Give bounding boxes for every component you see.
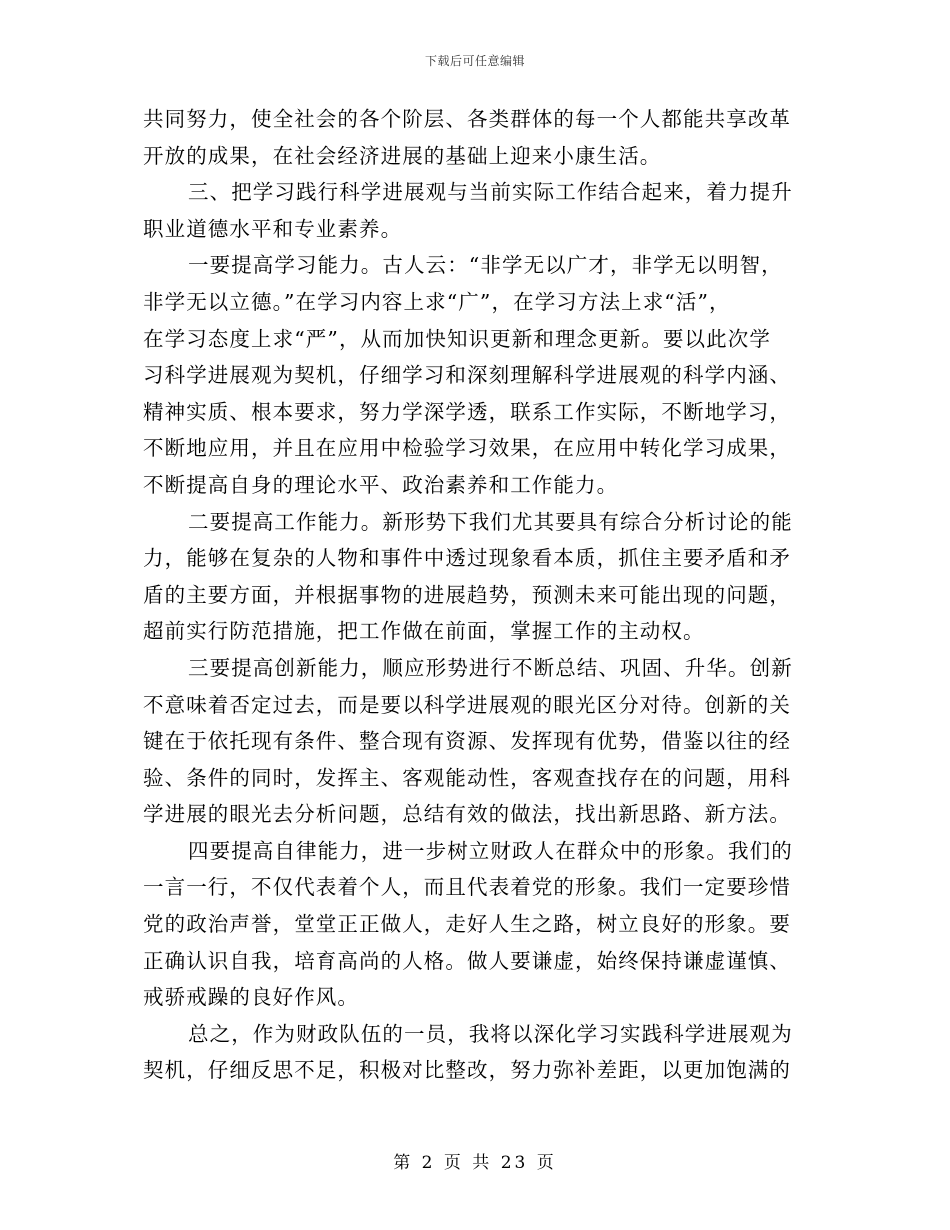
- page-header: 下载后可任意编辑: [424, 54, 525, 68]
- body-line: 戒骄戒躁的良好作风。: [143, 985, 359, 1010]
- footer-prefix: 第: [393, 1153, 414, 1173]
- body-line: 键在于依托现有条件、整合现有资源、发挥现有优势，借鉴以往的经: [143, 729, 791, 754]
- body-line: 共同努力，使全社会的各个阶层、各类群体的每一个人都能共享改革: [143, 107, 791, 131]
- footer-suffix: 页: [536, 1153, 557, 1173]
- body-line: 不断地应用，并且在应用中检验学习效果，在应用中转化学习成果，: [143, 436, 791, 461]
- body-line: 验、条件的同时，发挥主、客观能动性，客观查找存在的问题，用科: [143, 765, 791, 790]
- body-line: 正确认识自我，培育高尚的人格。做人要谦虚，始终保持谦虚谨慎、: [143, 948, 791, 973]
- body-line: 超前实行防范措施，把工作做在前面，掌握工作的主动权。: [143, 619, 705, 644]
- body-line: 盾的主要方面，并根据事物的进展趋势，预测未来可能出现的问题，: [143, 582, 791, 607]
- body-line: 党的政治声誉，堂堂正正做人，走好人生之路，树立良好的形象。要: [143, 912, 791, 937]
- body-line: 精神实质、根本要求，努力学深学透，联系工作实际，不断地学习，: [143, 399, 791, 424]
- body-line: 非学无以立德。”在学习内容上求“广”，在学习方法上求“活”，: [143, 289, 731, 314]
- body-line: 一要提高学习能力。古人云：“非学无以广才，非学无以明智，: [188, 253, 783, 278]
- footer-middle: 页 共: [443, 1153, 493, 1173]
- body-line: 总之，作为财政队伍的一员，我将以深化学习实践科学进展观为: [188, 1021, 793, 1046]
- document-body: [143, 101, 803, 1089]
- body-line: 职业道德水平和专业素养。: [143, 216, 403, 241]
- body-line: 四要提高自律能力，进一步树立财政人在群众中的形象。我们的: [188, 838, 793, 863]
- body-line: 学进展的眼光去分析问题，总结有效的做法，找出新思路、新方法。: [143, 802, 791, 827]
- body-line: 契机，仔细反思不足，积极对比整改，努力弥补差距，以更加饱满的: [143, 1058, 791, 1083]
- body-line: 力，能够在复杂的人物和事件中透过现象看本质，抓住主要矛盾和矛: [143, 546, 791, 571]
- body-line: 一言一行，不仅代表着个人，而且代表着党的形象。我们一定要珍惜: [143, 875, 791, 900]
- footer-total-pages: 23: [500, 1153, 529, 1173]
- body-line: 不意味着否定过去，而是要以科学进展观的眼光区分对待。创新的关: [143, 692, 791, 717]
- body-line: 习科学进展观为契机，仔细学习和深刻理解科学进展观的科学内涵、: [143, 363, 791, 388]
- body-line: 在学习态度上求“严”，从而加快知识更新和理念更新。要以此次学: [143, 326, 771, 351]
- footer-page-number: 2: [421, 1153, 436, 1173]
- page-footer: [0, 1148, 950, 1173]
- body-line: 三、把学习践行科学进展观与当前实际工作结合起来，着力提升: [188, 180, 793, 205]
- body-line: 开放的成果，在社会经济进展的基础上迎来小康生活。: [143, 143, 662, 168]
- body-line: 不断提高自身的理论水平、政治素养和工作能力。: [143, 472, 619, 497]
- body-line: 三要提高创新能力，顺应形势进行不断总结、巩固、升华。创新: [188, 655, 793, 680]
- body-line: 二要提高工作能力。新形势下我们尤其要具有综合分析讨论的能: [188, 509, 793, 534]
